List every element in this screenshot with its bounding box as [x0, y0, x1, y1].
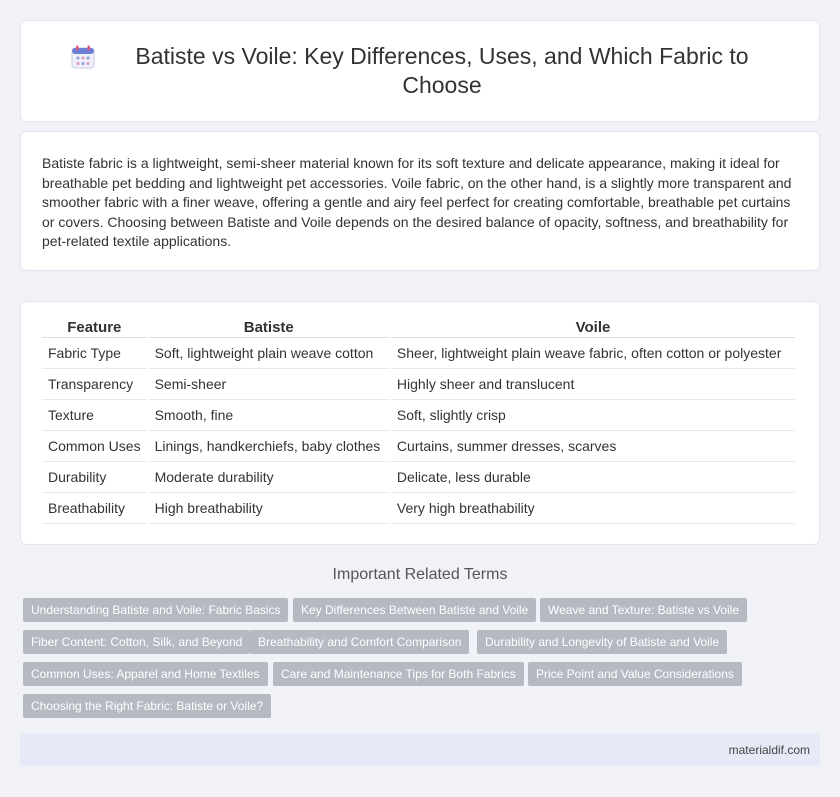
table-cell: Breathability: [42, 493, 147, 524]
table-row: [42, 338, 795, 369]
table-cell: Texture: [42, 400, 147, 431]
header-feature: Feature: [42, 314, 147, 338]
table-cell: Soft, lightweight plain weave cotton: [149, 338, 389, 369]
comparison-table: [40, 314, 797, 524]
table-row: [42, 400, 795, 431]
table-cell: Soft, slightly crisp: [391, 400, 795, 431]
related-term-tag[interactable]: Price Point and Value Considerations: [528, 662, 742, 686]
table-cell: Sheer, lightweight plain weave fabric, often cotton or polyester: [391, 338, 795, 369]
comparison-table-card: [20, 301, 820, 545]
table-row: [42, 462, 795, 493]
related-term-tag[interactable]: Fiber Content: Cotton, Silk, and Beyond: [23, 630, 250, 654]
calendar-icon: [70, 44, 96, 70]
table-cell: Smooth, fine: [149, 400, 389, 431]
footer-site-link[interactable]: materialdif.com: [728, 743, 810, 757]
table-cell: Moderate durability: [149, 462, 389, 493]
related-terms-title: Important Related Terms: [332, 566, 508, 583]
table-cell: Common Uses: [42, 431, 147, 462]
footer: [20, 734, 820, 766]
header-card: [20, 20, 820, 122]
title-wrap: [70, 42, 770, 100]
table-cell: Highly sheer and translucent: [391, 369, 795, 400]
related-term-tag[interactable]: Weave and Texture: Batiste vs Voile: [540, 598, 747, 622]
table-cell: Delicate, less durable: [391, 462, 795, 493]
table-cell: Transparency: [42, 369, 147, 400]
related-term-tag[interactable]: Durability and Longevity of Batiste and Voile: [477, 630, 727, 654]
related-term-tag[interactable]: Key Differences Between Batiste and Voile: [293, 598, 536, 622]
table-cell: Very high breathability: [391, 493, 795, 524]
table-row: [42, 431, 795, 462]
table-row: [42, 493, 795, 524]
table-cell: Semi-sheer: [149, 369, 389, 400]
header-voile: Voile: [391, 314, 795, 338]
table-cell: Linings, handkerchiefs, baby clothes: [149, 431, 389, 462]
table-row: [42, 369, 795, 400]
header-batiste: Batiste: [149, 314, 389, 338]
table-cell: Curtains, summer dresses, scarves: [391, 431, 795, 462]
related-term-tag[interactable]: Understanding Batiste and Voile: Fabric Basics: [23, 598, 288, 622]
related-term-tag[interactable]: Breathability and Comfort Comparison: [250, 630, 469, 654]
related-term-tag[interactable]: Common Uses: Apparel and Home Textiles: [23, 662, 268, 686]
intro-card: [20, 131, 820, 271]
table-cell: Durability: [42, 462, 147, 493]
table-header-row: [42, 314, 795, 338]
related-term-tag[interactable]: Care and Maintenance Tips for Both Fabrics: [273, 662, 524, 686]
related-term-tag[interactable]: Choosing the Right Fabric: Batiste or Voile?: [23, 694, 271, 718]
page-title: Batiste vs Voile: Key Differences, Uses, and Which Fabric to Choose: [135, 43, 749, 98]
table-cell: High breathability: [149, 493, 389, 524]
intro-paragraph: Batiste fabric is a lightweight, semi-sheer material known for its soft texture and delicate appearance, making it ideal for breathable pet bedding and lightweight pet accessories. Voile fabric, on the other hand, is a slightly more transparent and smoother fabric with a finer weave, offering a gentle and airy feel perfect for creating comfortable, breathable pet curtains or covers. Choosing between Batiste and Voile depends on the desired balance of opacity, softness, and breathability for pet-related textile applications.: [42, 155, 792, 250]
table-cell: Fabric Type: [42, 338, 147, 369]
